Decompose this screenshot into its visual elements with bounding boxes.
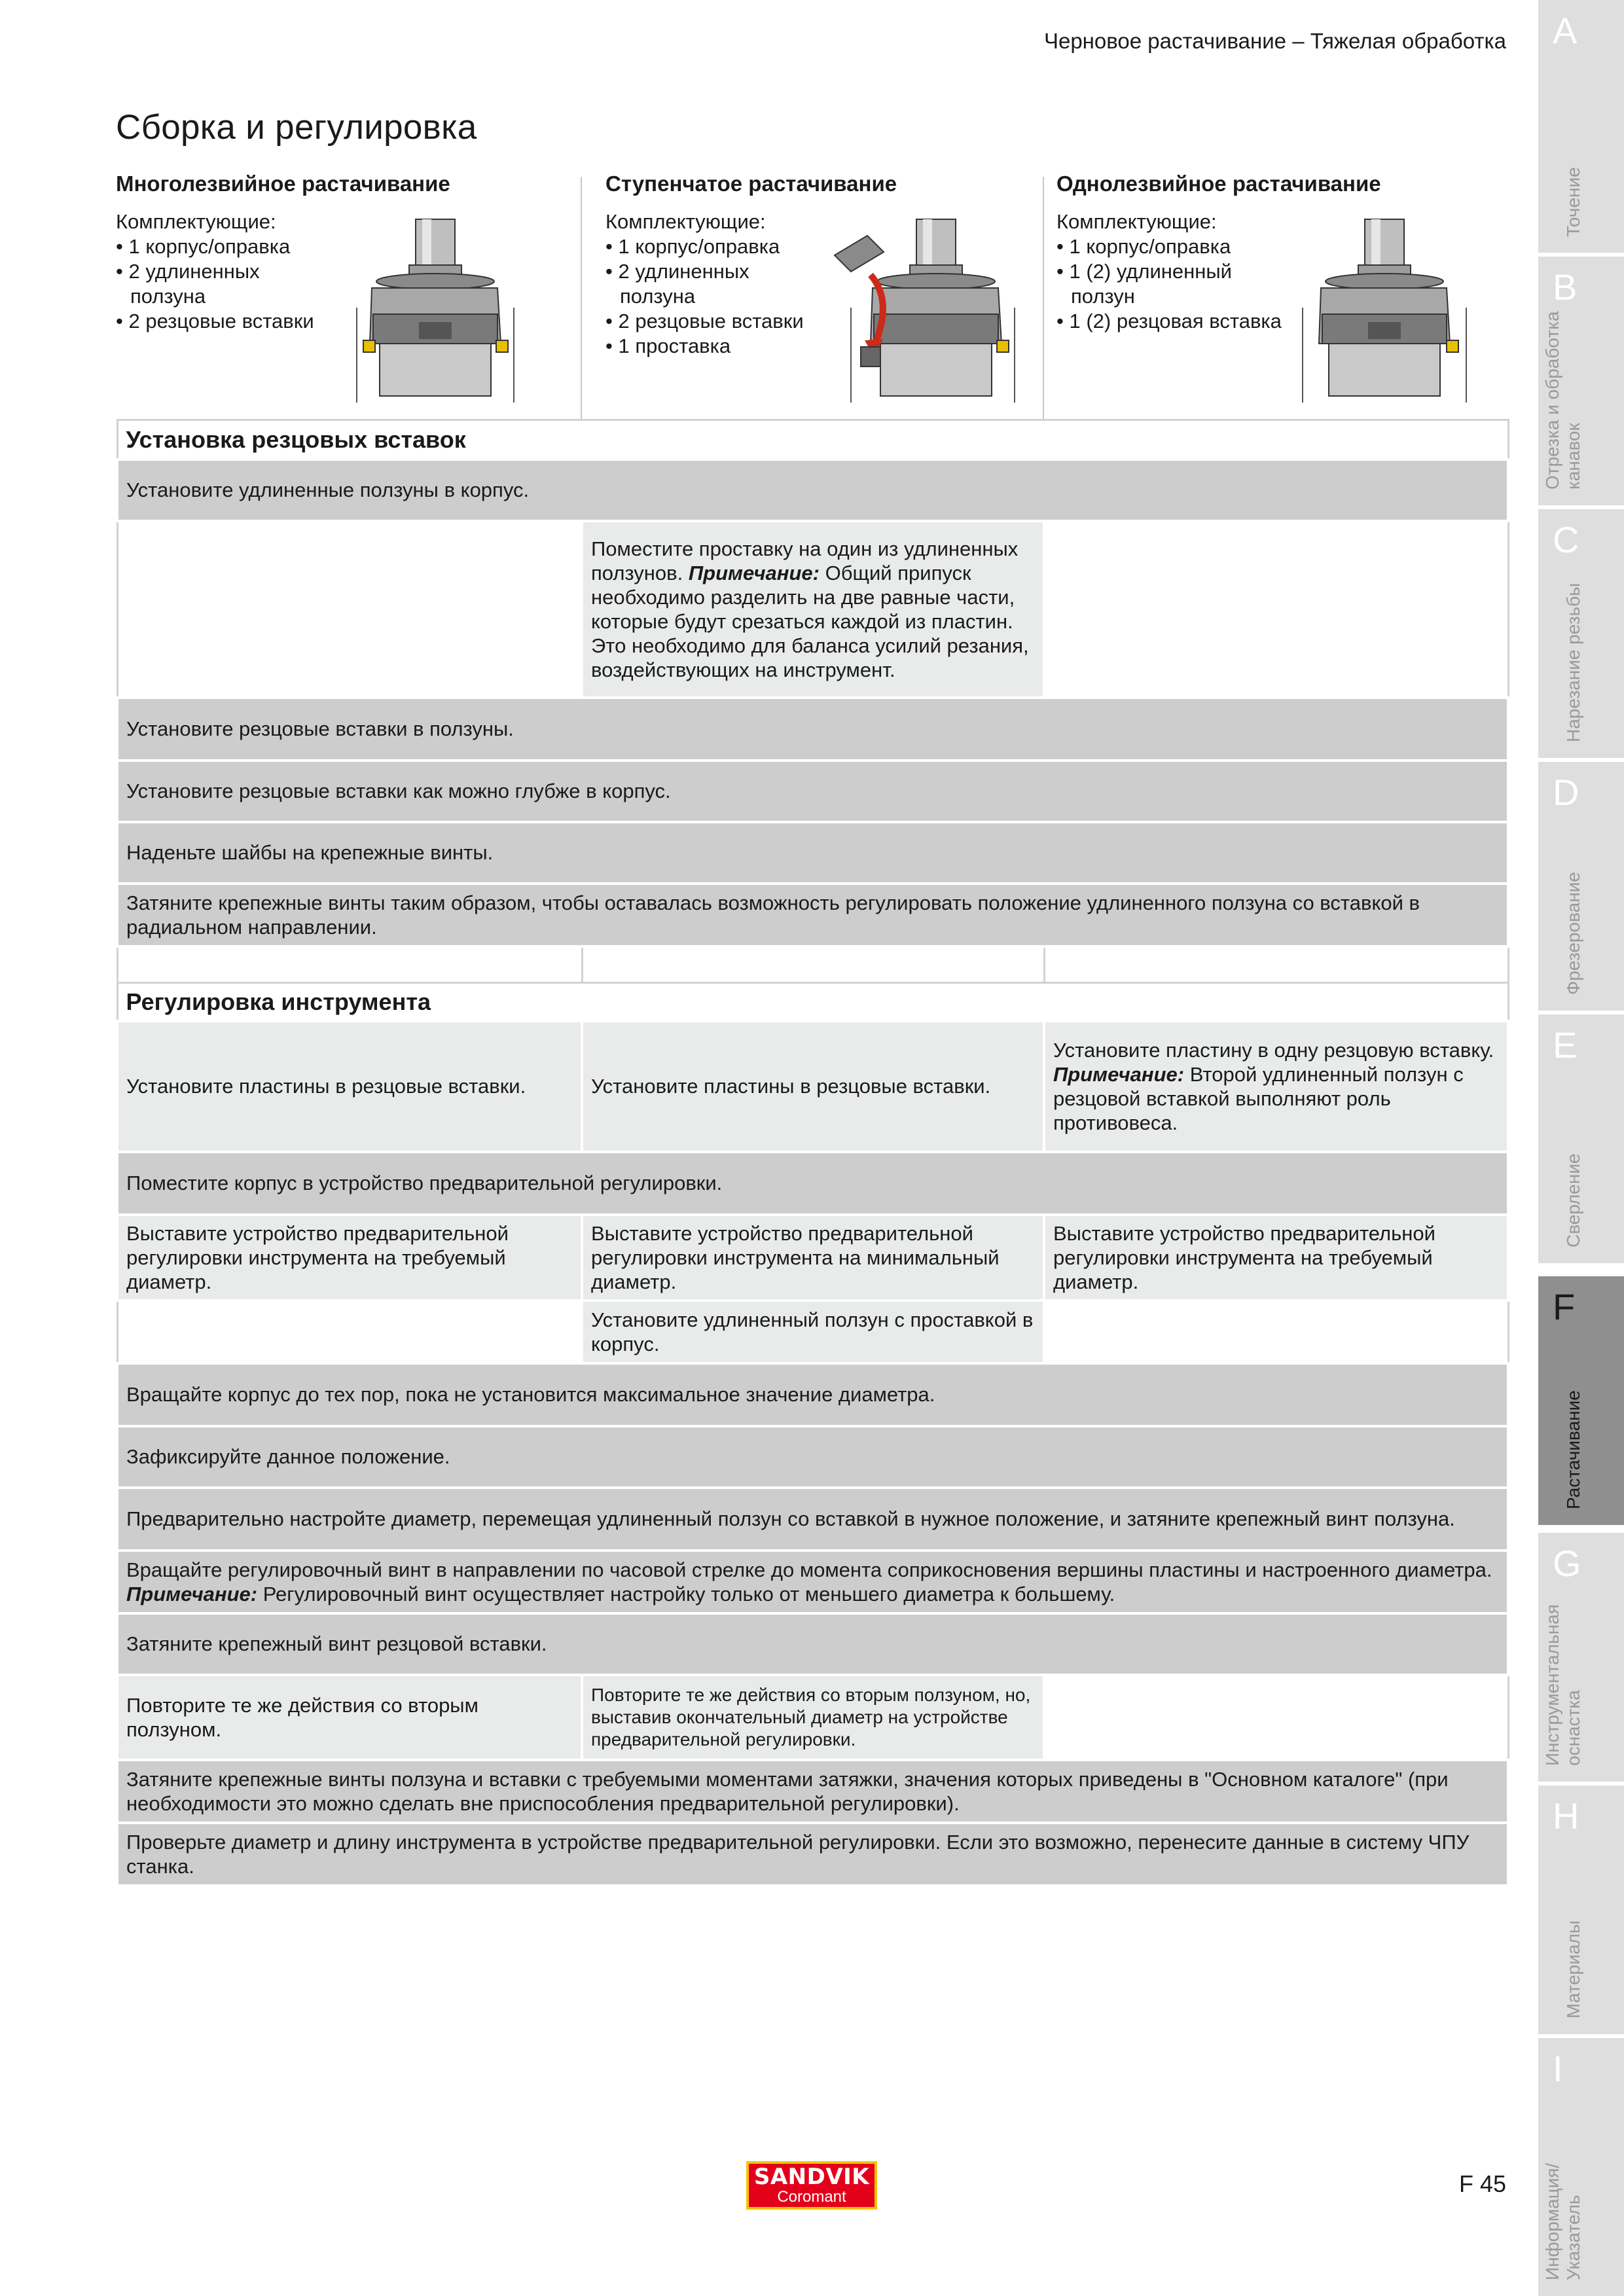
components-label: Комплектующие:	[116, 210, 276, 233]
side-tab-parting-grooving[interactable]	[1538, 257, 1624, 505]
step-text: Второй удлиненный ползун с резцовой вставкой выполняют роль противовеса.	[1053, 1062, 1464, 1134]
logo-brand: SANDVIK	[753, 2164, 870, 2190]
tab-letter: F	[1553, 1286, 1576, 1327]
empty-cell	[1044, 946, 1508, 983]
column-divider	[1043, 177, 1044, 419]
step-row: Зафиксируйте данное положение.	[117, 1426, 1508, 1488]
page-title: Сборка и регулировка	[116, 108, 477, 147]
tab-label: Отрезка и обработка канавок	[1542, 311, 1583, 490]
step-cell: Установите удлиненный ползун с проставкой в корпус.	[582, 1300, 1044, 1363]
step-row: Затяните крепежные винты таким образом, чтобы оставалась возможность регулировать положение удлиненного ползуна со вставкой в радиальном направлении.	[117, 884, 1508, 946]
side-tab-materials[interactable]	[1538, 1785, 1624, 2034]
empty-cell	[117, 946, 582, 983]
step-cell: Повторите те же действия со вторым ползуном.	[117, 1675, 582, 1760]
list-item: • 1 проставка	[605, 334, 816, 359]
running-header: Черновое растачивание – Тяжелая обработка	[1043, 29, 1506, 53]
tab-label: Растачивание	[1563, 1390, 1583, 1509]
tab-label: Нарезание резьбы	[1563, 583, 1583, 742]
list-item: • 1 (2) резцовая вставка	[1056, 309, 1287, 334]
list-item: • 2 резцовые вставки	[605, 309, 816, 334]
step-row: Затяните крепежный винт резцовой вставки.	[117, 1613, 1508, 1675]
column-title: Ступенчатое растачивание	[605, 171, 897, 196]
tab-label: Сверление	[1563, 1153, 1583, 1247]
empty-cell	[1044, 1300, 1508, 1363]
step-text: Установите пластину в одну резцовую вставку.	[1053, 1038, 1494, 1062]
tab-letter: G	[1553, 1543, 1581, 1584]
logo-brand-sub: Coromant	[777, 2188, 846, 2206]
side-tab-turning[interactable]	[1538, 0, 1624, 253]
tab-letter: H	[1553, 1795, 1579, 1837]
list-item: • 2 удлиненных ползуна	[605, 259, 816, 309]
step-text: Вращайте регулировочный винт в направлении по часовой стрелке до момента соприкосновения вершины пластины и настроенного диаметра.	[126, 1558, 1492, 1581]
tool-adjustment-table	[116, 982, 1509, 1887]
list-item: • 1 корпус/оправка	[1056, 234, 1287, 259]
tab-label: Фрезерование	[1563, 872, 1583, 995]
note-label: Примечание:	[126, 1582, 258, 1605]
step-row: Установите резцовые вставки как можно глубже в корпус.	[117, 761, 1508, 822]
step-row: Установите резцовые вставки в ползуны.	[117, 698, 1508, 761]
empty-cell	[1044, 1675, 1508, 1760]
step-text: Поместите проставку на один из удлиненных ползунов.	[591, 537, 1019, 584]
side-tab-threading[interactable]	[1538, 509, 1624, 758]
tab-letter: I	[1553, 2048, 1563, 2089]
step-text: Регулировочный винт осуществляет настройку только от меньшего диаметра к большему.	[262, 1582, 1115, 1605]
side-tab-boring[interactable]	[1538, 1276, 1624, 1525]
step-row: Затяните крепежные винты ползуна и вставки с требуемыми моментами затяжки, значения которых приведены в "Основном каталоге" (при необходимости это можно сделать вне приспособления предварительной регулировки).	[117, 1760, 1508, 1823]
step-text: Общий припуск необходимо разделить на две равные части, которые будут срезаться каждой из пластин. Это необходимо для баланса усилий резания, воздействующих на инструмент.	[591, 561, 1029, 681]
step-row: Наденьте шайбы на крепежные винты.	[117, 822, 1508, 884]
empty-cell	[117, 521, 582, 698]
step-cell: Установите пластины в резцовые вставки.	[117, 1021, 582, 1152]
step-cell: Выставите устройство предварительной регулировки инструмента на минимальный диаметр.	[582, 1215, 1044, 1300]
side-tab-info-index[interactable]	[1538, 2038, 1624, 2296]
step-row: Вращайте корпус до тех пор, пока не установится максимальное значение диаметра.	[117, 1363, 1508, 1426]
step-boring-tool-icon	[828, 216, 1018, 403]
tab-letter: B	[1553, 266, 1578, 308]
empty-cell	[117, 1300, 582, 1363]
side-tab-milling[interactable]	[1538, 762, 1624, 1011]
tab-letter: E	[1553, 1024, 1578, 1066]
tab-label: Инструментальная оснастка	[1542, 1604, 1583, 1766]
list-item: • 2 резцовые вставки	[116, 309, 327, 334]
tab-letter: D	[1553, 772, 1579, 813]
page-number: F 45	[1458, 2170, 1506, 2197]
list-item: • 1 корпус/оправка	[116, 234, 327, 259]
install-inserts-table	[116, 419, 1509, 984]
components-label: Комплектующие:	[1056, 210, 1217, 233]
tab-letter: A	[1553, 10, 1578, 51]
step-row: Предварительно настройте диаметр, перемещая удлиненный ползун со вставкой в нужное положение, и затяните крепежный винт ползуна.	[117, 1488, 1508, 1551]
sandvik-coromant-logo	[746, 2161, 877, 2210]
step-cell: Выставите устройство предварительной регулировки инструмента на требуемый диаметр.	[1044, 1215, 1508, 1300]
note-label: Примечание:	[688, 561, 820, 584]
list-item: • 1 корпус/оправка	[605, 234, 816, 259]
step-row: Установите удлиненные ползуны в корпус.	[117, 459, 1508, 521]
tab-letter: C	[1553, 519, 1579, 560]
note-label: Примечание:	[1053, 1062, 1185, 1086]
tab-label: Информация/ Указатель	[1542, 2162, 1583, 2280]
tab-label: Точение	[1563, 167, 1583, 237]
list-item: • 1 (2) удлиненный ползун	[1056, 259, 1287, 309]
side-tab-drilling[interactable]	[1538, 1014, 1624, 1263]
step-cell: Выставите устройство предварительной регулировки инструмента на требуемый диаметр.	[117, 1215, 582, 1300]
step-row: Поместите корпус в устройство предварительной регулировки.	[117, 1152, 1508, 1215]
column-title: Многолезвийное растачивание	[116, 171, 450, 196]
step-row	[117, 1551, 1508, 1613]
step-cell	[1044, 1021, 1508, 1152]
list-item: • 2 удлиненных ползуна	[116, 259, 327, 309]
tab-label: Материалы	[1563, 1920, 1583, 2018]
step-cell: Повторите те же действия со вторым ползуном, но, выставив окончательный диаметр на устройстве предварительной регулировки.	[582, 1675, 1044, 1760]
step-cell: Установите пластины в резцовые вставки.	[582, 1021, 1044, 1152]
section-heading: Регулировка инструмента	[117, 983, 1508, 1021]
single-edge-boring-tool-icon	[1299, 216, 1470, 403]
section-heading: Установка резцовых вставок	[117, 420, 1508, 459]
components-label: Комплектующие:	[605, 210, 766, 233]
empty-cell	[582, 946, 1044, 983]
column-divider	[581, 177, 582, 419]
step-cell	[582, 521, 1044, 698]
side-tab-tooling[interactable]	[1538, 1533, 1624, 1782]
column-title: Однолезвийное растачивание	[1056, 171, 1381, 196]
step-row: Проверьте диаметр и длину инструмента в устройстве предварительной регулировки. Если это возможно, перенесите данные в систему ЧПУ станка.	[117, 1823, 1508, 1886]
multi-edge-boring-tool-icon	[353, 216, 517, 403]
empty-cell	[1044, 521, 1508, 698]
